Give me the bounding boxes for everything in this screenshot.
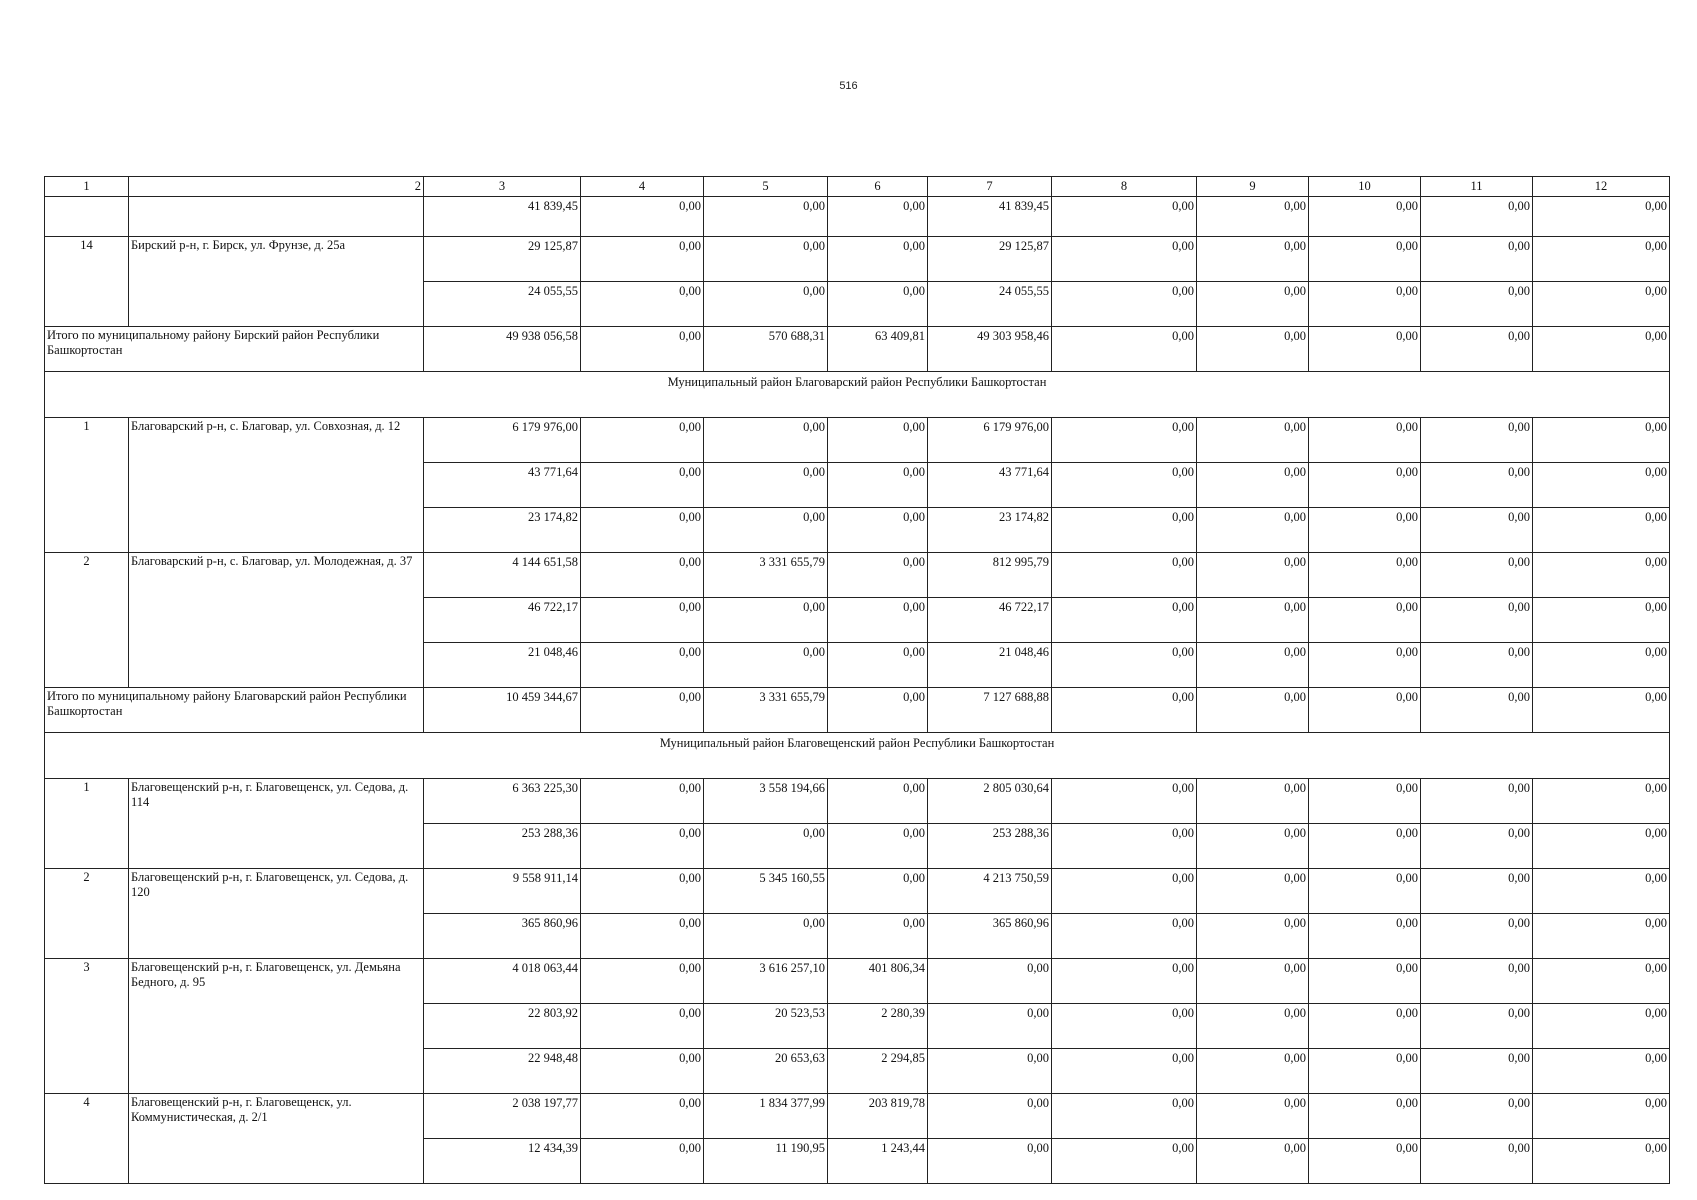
value-cell: 2 294,85 [828, 1049, 928, 1094]
value-cell: 0,00 [704, 418, 828, 463]
value-cell: 0,00 [581, 688, 704, 733]
value-cell: 0,00 [581, 914, 704, 959]
column-number-cell: 3 [424, 177, 581, 197]
column-number-cell: 12 [1533, 177, 1670, 197]
value-cell: 0,00 [1309, 914, 1421, 959]
value-cell: 0,00 [1421, 869, 1533, 914]
value-cell: 0,00 [1533, 463, 1670, 508]
value-cell: 0,00 [1309, 688, 1421, 733]
value-cell: 0,00 [1421, 327, 1533, 372]
value-cell: 7 127 688,88 [928, 688, 1052, 733]
row-index-cell: 1 [45, 779, 129, 869]
value-cell: 0,00 [928, 1094, 1052, 1139]
value-cell: 0,00 [1533, 643, 1670, 688]
table-row [45, 197, 1670, 237]
table-row [45, 237, 1670, 282]
value-cell: 0,00 [1309, 553, 1421, 598]
column-number-cell: 4 [581, 177, 704, 197]
value-cell: 0,00 [1421, 1004, 1533, 1049]
value-cell: 0,00 [1197, 959, 1309, 1004]
value-cell: 0,00 [828, 824, 928, 869]
row-index-cell: 3 [45, 959, 129, 1094]
value-cell: 0,00 [1052, 418, 1197, 463]
value-cell: 0,00 [1533, 1004, 1670, 1049]
budget-table [44, 176, 1670, 1184]
value-cell: 0,00 [1533, 553, 1670, 598]
value-cell: 0,00 [1309, 824, 1421, 869]
value-cell: 0,00 [1421, 959, 1533, 1004]
value-cell: 0,00 [1197, 869, 1309, 914]
value-cell: 0,00 [1309, 197, 1421, 237]
total-label-cell: Итого по муниципальному району Бирский район Республики Башкортостан [45, 327, 424, 372]
value-cell: 6 179 976,00 [928, 418, 1052, 463]
value-cell: 0,00 [1421, 553, 1533, 598]
value-cell: 0,00 [1052, 1049, 1197, 1094]
value-cell: 0,00 [581, 959, 704, 1004]
value-cell: 0,00 [581, 643, 704, 688]
value-cell: 0,00 [1421, 643, 1533, 688]
value-cell: 0,00 [581, 1094, 704, 1139]
value-cell: 0,00 [1052, 779, 1197, 824]
value-cell: 24 055,55 [928, 282, 1052, 327]
value-cell: 29 125,87 [424, 237, 581, 282]
value-cell: 3 331 655,79 [704, 688, 828, 733]
address-cell: Благовещенский р-н, г. Благовещенск, ул. Демьяна Бедного, д. 95 [129, 959, 424, 1094]
value-cell: 0,00 [581, 197, 704, 237]
table-row [45, 553, 1670, 598]
value-cell: 0,00 [1052, 598, 1197, 643]
table-row [45, 418, 1670, 463]
value-cell: 0,00 [1421, 508, 1533, 553]
value-cell: 0,00 [1052, 914, 1197, 959]
value-cell: 0,00 [1197, 197, 1309, 237]
column-number-cell: 2 [129, 177, 424, 197]
value-cell: 0,00 [581, 327, 704, 372]
value-cell: 0,00 [1309, 643, 1421, 688]
value-cell: 0,00 [704, 463, 828, 508]
value-cell: 21 048,46 [928, 643, 1052, 688]
row-index-cell: 4 [45, 1094, 129, 1184]
value-cell: 0,00 [1197, 643, 1309, 688]
value-cell: 0,00 [1052, 508, 1197, 553]
value-cell: 0,00 [704, 197, 828, 237]
value-cell: 570 688,31 [704, 327, 828, 372]
value-cell: 20 523,53 [704, 1004, 828, 1049]
value-cell: 0,00 [928, 1049, 1052, 1094]
address-cell [129, 197, 424, 237]
value-cell: 0,00 [1533, 1139, 1670, 1184]
value-cell: 0,00 [1309, 1004, 1421, 1049]
value-cell: 0,00 [1197, 418, 1309, 463]
row-index-cell: 2 [45, 553, 129, 688]
value-cell: 401 806,34 [828, 959, 928, 1004]
value-cell: 0,00 [1309, 463, 1421, 508]
value-cell: 0,00 [1197, 327, 1309, 372]
value-cell: 0,00 [828, 869, 928, 914]
value-cell: 0,00 [928, 959, 1052, 1004]
value-cell: 0,00 [1197, 508, 1309, 553]
value-cell: 3 331 655,79 [704, 553, 828, 598]
value-cell: 43 771,64 [928, 463, 1052, 508]
value-cell: 0,00 [1533, 824, 1670, 869]
value-cell: 0,00 [828, 688, 928, 733]
value-cell: 0,00 [1421, 418, 1533, 463]
value-cell: 365 860,96 [424, 914, 581, 959]
section-title: Муниципальный район Благоварский район Республики Башкортостан [45, 372, 1670, 418]
value-cell: 11 190,95 [704, 1139, 828, 1184]
value-cell: 0,00 [1052, 327, 1197, 372]
value-cell: 0,00 [1533, 197, 1670, 237]
value-cell: 0,00 [1421, 779, 1533, 824]
value-cell: 46 722,17 [424, 598, 581, 643]
value-cell: 203 819,78 [828, 1094, 928, 1139]
address-cell: Благоварский р-н, с. Благовар, ул. Совхозная, д. 12 [129, 418, 424, 553]
value-cell: 0,00 [1052, 553, 1197, 598]
value-cell: 0,00 [1309, 959, 1421, 1004]
value-cell: 0,00 [928, 1004, 1052, 1049]
value-cell: 4 018 063,44 [424, 959, 581, 1004]
value-cell: 0,00 [704, 914, 828, 959]
value-cell: 5 345 160,55 [704, 869, 828, 914]
value-cell: 0,00 [1533, 282, 1670, 327]
value-cell: 22 803,92 [424, 1004, 581, 1049]
value-cell: 0,00 [581, 598, 704, 643]
value-cell: 0,00 [1197, 463, 1309, 508]
section-row [45, 733, 1670, 779]
value-cell: 46 722,17 [928, 598, 1052, 643]
value-cell: 0,00 [1052, 643, 1197, 688]
value-cell: 4 213 750,59 [928, 869, 1052, 914]
value-cell: 0,00 [1309, 282, 1421, 327]
value-cell: 0,00 [581, 237, 704, 282]
value-cell: 0,00 [1309, 327, 1421, 372]
value-cell: 0,00 [704, 237, 828, 282]
value-cell: 0,00 [828, 237, 928, 282]
value-cell: 0,00 [1052, 282, 1197, 327]
value-cell: 0,00 [1197, 237, 1309, 282]
value-cell: 0,00 [1197, 1094, 1309, 1139]
value-cell: 253 288,36 [928, 824, 1052, 869]
table-row [45, 869, 1670, 914]
value-cell: 0,00 [1309, 508, 1421, 553]
section-row [45, 372, 1670, 418]
column-number-cell: 10 [1309, 177, 1421, 197]
value-cell: 0,00 [704, 643, 828, 688]
value-cell: 0,00 [1421, 914, 1533, 959]
value-cell: 1 834 377,99 [704, 1094, 828, 1139]
value-cell: 0,00 [1533, 1049, 1670, 1094]
value-cell: 0,00 [1533, 779, 1670, 824]
value-cell: 0,00 [1421, 282, 1533, 327]
column-number-cell: 11 [1421, 177, 1533, 197]
value-cell: 0,00 [1533, 418, 1670, 463]
value-cell: 0,00 [1309, 237, 1421, 282]
address-cell: Благовещенский р-н, г. Благовещенск, ул. Седова, д. 120 [129, 869, 424, 959]
value-cell: 23 174,82 [424, 508, 581, 553]
value-cell: 0,00 [828, 643, 928, 688]
value-cell: 0,00 [828, 463, 928, 508]
value-cell: 0,00 [1533, 869, 1670, 914]
value-cell: 0,00 [828, 197, 928, 237]
value-cell: 0,00 [1421, 688, 1533, 733]
address-cell: Благовещенский р-н, г. Благовещенск, ул. Седова, д. 114 [129, 779, 424, 869]
value-cell: 12 434,39 [424, 1139, 581, 1184]
value-cell: 0,00 [1309, 1139, 1421, 1184]
section-title: Муниципальный район Благовещенский район Республики Башкортостан [45, 733, 1670, 779]
value-cell: 0,00 [704, 508, 828, 553]
value-cell: 0,00 [704, 282, 828, 327]
value-cell: 0,00 [1052, 959, 1197, 1004]
value-cell: 0,00 [828, 418, 928, 463]
value-cell: 0,00 [1421, 463, 1533, 508]
value-cell: 29 125,87 [928, 237, 1052, 282]
row-index-cell: 14 [45, 237, 129, 327]
address-cell: Благовещенский р-н, г. Благовещенск, ул. Коммунистическая, д. 2/1 [129, 1094, 424, 1184]
value-cell: 49 938 056,58 [424, 327, 581, 372]
value-cell: 63 409,81 [828, 327, 928, 372]
value-cell: 24 055,55 [424, 282, 581, 327]
value-cell: 0,00 [1421, 1049, 1533, 1094]
value-cell: 0,00 [828, 779, 928, 824]
value-cell: 0,00 [828, 553, 928, 598]
value-cell: 0,00 [704, 824, 828, 869]
value-cell: 0,00 [1421, 824, 1533, 869]
value-cell: 0,00 [1421, 598, 1533, 643]
value-cell: 43 771,64 [424, 463, 581, 508]
table-row [45, 959, 1670, 1004]
value-cell: 0,00 [581, 1004, 704, 1049]
value-cell: 41 839,45 [928, 197, 1052, 237]
value-cell: 0,00 [1533, 1094, 1670, 1139]
total-row [45, 688, 1670, 733]
value-cell: 812 995,79 [928, 553, 1052, 598]
value-cell: 0,00 [581, 824, 704, 869]
column-number-cell: 6 [828, 177, 928, 197]
value-cell: 0,00 [1309, 869, 1421, 914]
value-cell: 0,00 [1197, 1139, 1309, 1184]
address-cell: Бирский р-н, г. Бирск, ул. Фрунзе, д. 25а [129, 237, 424, 327]
value-cell: 3 558 194,66 [704, 779, 828, 824]
value-cell: 0,00 [1421, 237, 1533, 282]
value-cell: 0,00 [1421, 1094, 1533, 1139]
value-cell: 9 558 911,14 [424, 869, 581, 914]
value-cell: 0,00 [1309, 1094, 1421, 1139]
value-cell: 2 280,39 [828, 1004, 928, 1049]
value-cell: 0,00 [1052, 1004, 1197, 1049]
value-cell: 2 805 030,64 [928, 779, 1052, 824]
value-cell: 0,00 [928, 1139, 1052, 1184]
value-cell: 0,00 [1197, 1004, 1309, 1049]
value-cell: 0,00 [1533, 237, 1670, 282]
column-number-row [45, 177, 1670, 197]
value-cell: 0,00 [1197, 688, 1309, 733]
value-cell: 0,00 [1309, 418, 1421, 463]
value-cell: 0,00 [1197, 282, 1309, 327]
value-cell: 0,00 [581, 418, 704, 463]
value-cell: 0,00 [1052, 824, 1197, 869]
value-cell: 0,00 [1197, 1049, 1309, 1094]
value-cell: 49 303 958,46 [928, 327, 1052, 372]
value-cell: 0,00 [581, 1139, 704, 1184]
value-cell: 0,00 [1052, 463, 1197, 508]
value-cell: 0,00 [1052, 1094, 1197, 1139]
value-cell: 0,00 [581, 508, 704, 553]
value-cell: 0,00 [1052, 197, 1197, 237]
value-cell: 0,00 [828, 282, 928, 327]
value-cell: 0,00 [704, 598, 828, 643]
value-cell: 0,00 [828, 598, 928, 643]
value-cell: 0,00 [581, 553, 704, 598]
column-number-cell: 9 [1197, 177, 1309, 197]
value-cell: 0,00 [1533, 327, 1670, 372]
value-cell: 20 653,63 [704, 1049, 828, 1094]
value-cell: 0,00 [581, 282, 704, 327]
table-row [45, 779, 1670, 824]
column-number-cell: 1 [45, 177, 129, 197]
value-cell: 0,00 [1197, 553, 1309, 598]
value-cell: 0,00 [1052, 1139, 1197, 1184]
value-cell: 0,00 [1421, 1139, 1533, 1184]
value-cell: 0,00 [581, 1049, 704, 1094]
value-cell: 365 860,96 [928, 914, 1052, 959]
value-cell: 0,00 [1421, 197, 1533, 237]
value-cell: 0,00 [1197, 914, 1309, 959]
value-cell: 0,00 [1197, 824, 1309, 869]
value-cell: 0,00 [1052, 237, 1197, 282]
address-cell: Благоварский р-н, с. Благовар, ул. Молодежная, д. 37 [129, 553, 424, 688]
row-index-cell [45, 197, 129, 237]
value-cell: 0,00 [1197, 779, 1309, 824]
value-cell: 0,00 [581, 779, 704, 824]
value-cell: 0,00 [1052, 688, 1197, 733]
value-cell: 6 179 976,00 [424, 418, 581, 463]
row-index-cell: 1 [45, 418, 129, 553]
column-number-cell: 8 [1052, 177, 1197, 197]
value-cell: 0,00 [1533, 598, 1670, 643]
value-cell: 22 948,48 [424, 1049, 581, 1094]
value-cell: 4 144 651,58 [424, 553, 581, 598]
value-cell: 0,00 [1052, 869, 1197, 914]
value-cell: 0,00 [828, 508, 928, 553]
value-cell: 253 288,36 [424, 824, 581, 869]
value-cell: 0,00 [1309, 1049, 1421, 1094]
value-cell: 21 048,46 [424, 643, 581, 688]
value-cell: 2 038 197,77 [424, 1094, 581, 1139]
value-cell: 0,00 [1309, 598, 1421, 643]
value-cell: 0,00 [1197, 598, 1309, 643]
table-row [45, 1094, 1670, 1139]
value-cell: 0,00 [581, 463, 704, 508]
value-cell: 41 839,45 [424, 197, 581, 237]
value-cell: 23 174,82 [928, 508, 1052, 553]
value-cell: 1 243,44 [828, 1139, 928, 1184]
table-body [45, 177, 1670, 1184]
value-cell: 0,00 [1309, 779, 1421, 824]
value-cell: 0,00 [581, 869, 704, 914]
value-cell: 0,00 [1533, 959, 1670, 1004]
value-cell: 6 363 225,30 [424, 779, 581, 824]
total-row [45, 327, 1670, 372]
column-number-cell: 7 [928, 177, 1052, 197]
value-cell: 3 616 257,10 [704, 959, 828, 1004]
value-cell: 0,00 [828, 914, 928, 959]
total-label-cell: Итого по муниципальному району Благоварский район Республики Башкортостан [45, 688, 424, 733]
column-number-cell: 5 [704, 177, 828, 197]
value-cell: 0,00 [1533, 914, 1670, 959]
value-cell: 0,00 [1533, 688, 1670, 733]
value-cell: 0,00 [1533, 508, 1670, 553]
page-number: 516 [839, 80, 858, 92]
row-index-cell: 2 [45, 869, 129, 959]
value-cell: 10 459 344,67 [424, 688, 581, 733]
